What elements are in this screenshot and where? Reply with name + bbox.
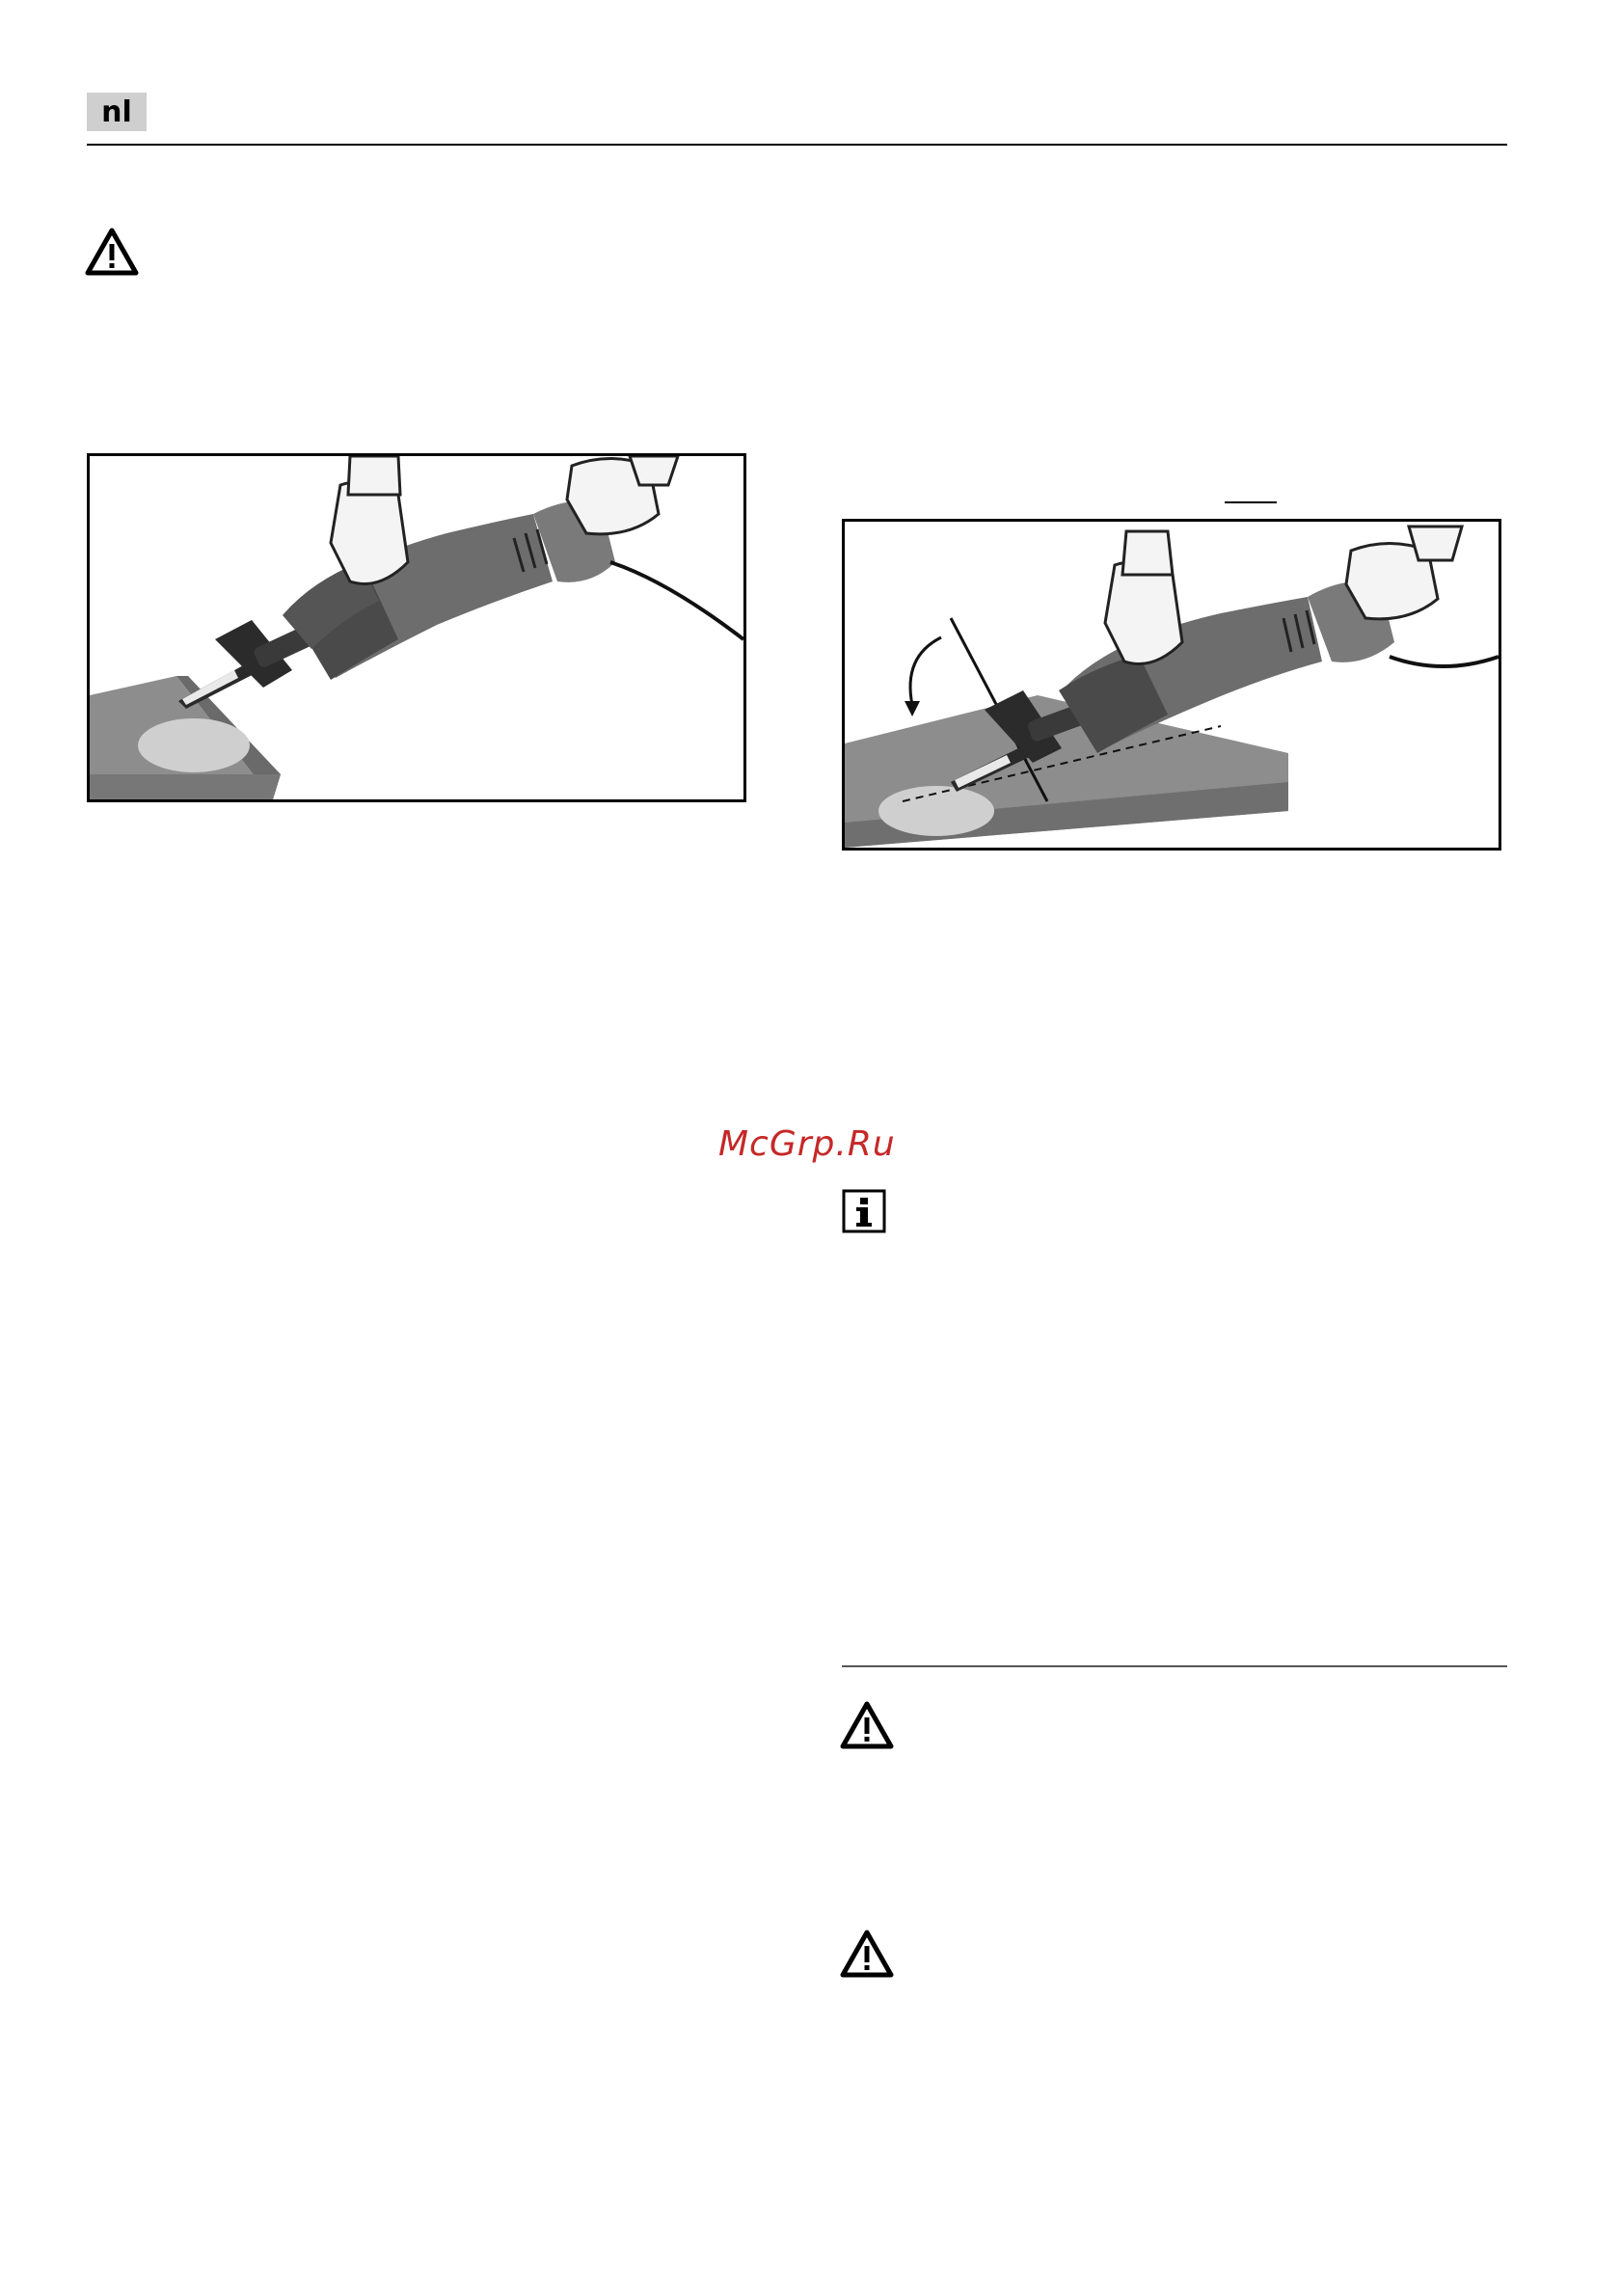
warning-triangle-icon xyxy=(840,1929,894,1979)
section-divider xyxy=(842,1665,1507,1667)
warning-triangle-icon xyxy=(85,227,139,277)
warning-triangle-icon xyxy=(840,1700,894,1750)
figure-label-mark xyxy=(1225,501,1277,503)
watermark: McGrp.Ru xyxy=(718,1124,896,1164)
language-badge: nl xyxy=(87,93,147,131)
header-rule xyxy=(87,144,1507,146)
figure-angled-cut xyxy=(842,519,1501,851)
figure-straight-cut xyxy=(87,453,746,802)
info-icon xyxy=(842,1189,886,1233)
